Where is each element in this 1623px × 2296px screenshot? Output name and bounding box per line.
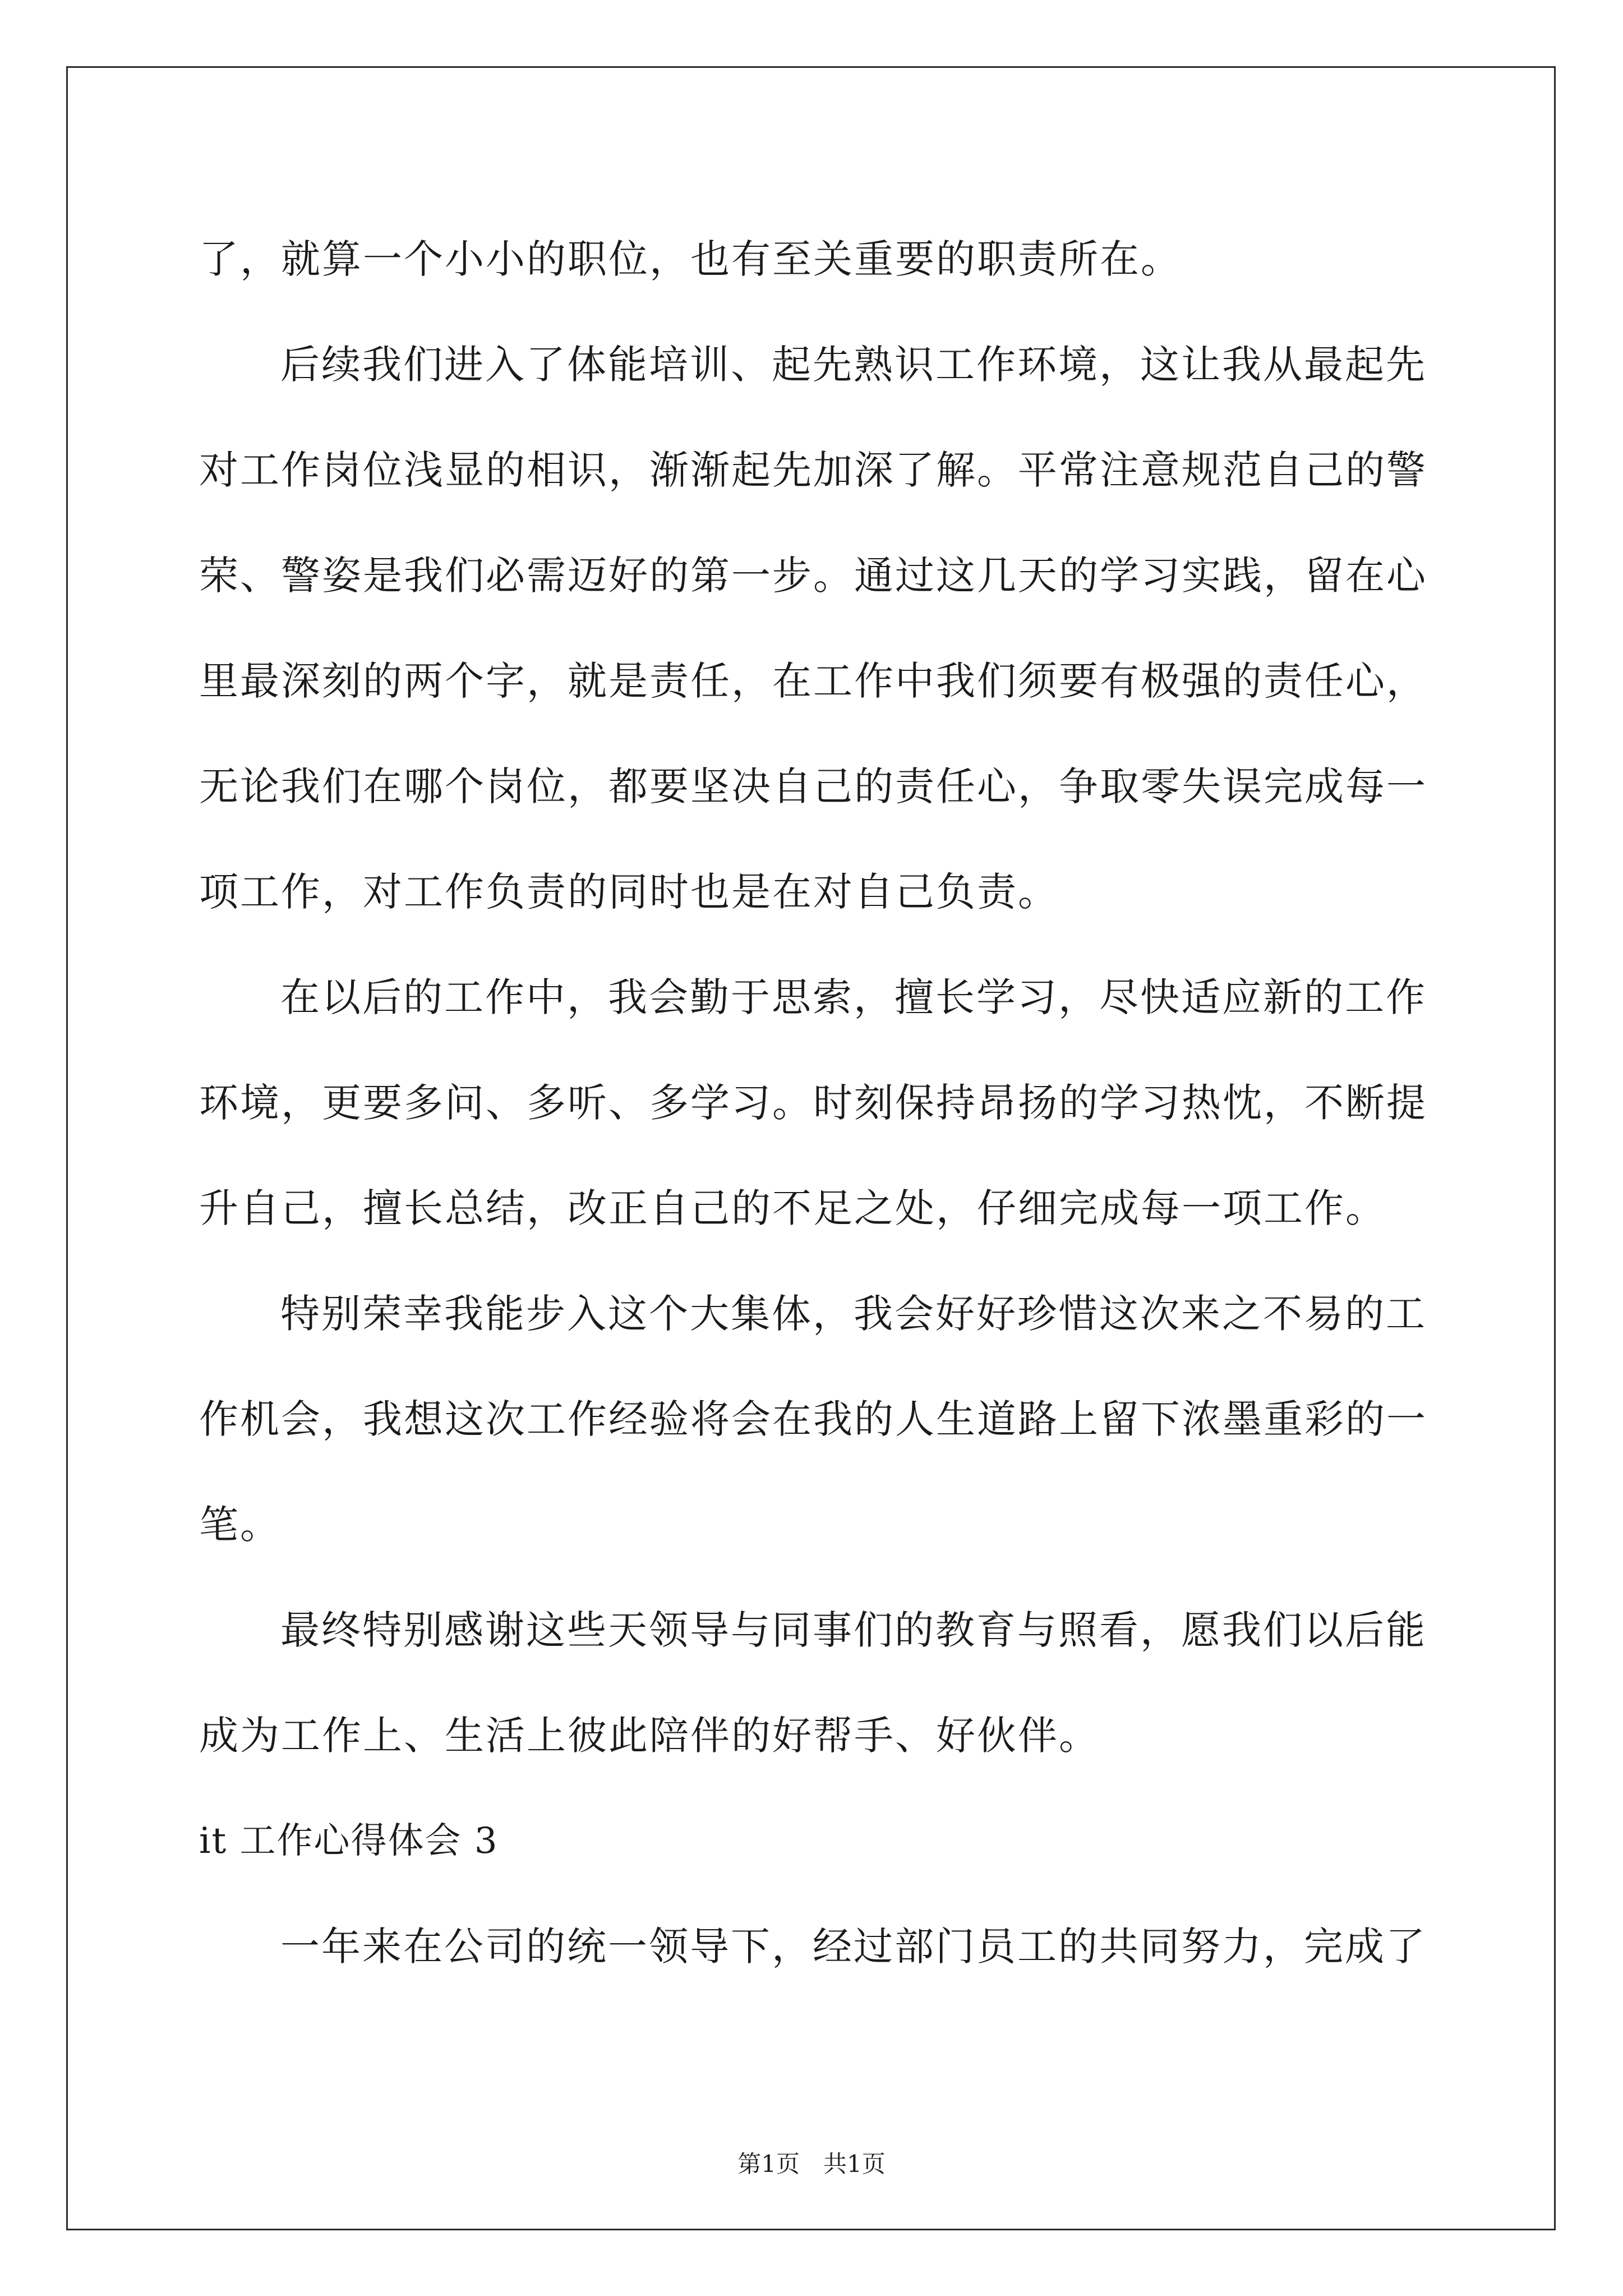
paragraph-start-line: 最终特别感谢这些天领导与同事们的教育与照看，愿我们以后能	[280, 1607, 1427, 1653]
text-line: 了，就算一个小小的职位，也有至关重要的职责所在。	[199, 236, 1182, 282]
paragraph-start-line: 后续我们进入了体能培训、起先熟识工作环境，这让我从最起先	[280, 342, 1427, 388]
paragraph-start-line: 在以后的工作中，我会勤于思索，擅长学习，尽快适应新的工作	[280, 974, 1427, 1020]
text-line: 升自己，擅长总结，改正自己的不足之处，仔细完成每一项工作。	[199, 1185, 1386, 1231]
paragraph-start-line: 一年来在公司的统一领导下，经过部门员工的共同努力，完成了	[280, 1924, 1427, 1970]
paragraph-start-line: 特别荣幸我能步入这个大集体，我会好好珍惜这次来之不易的工	[280, 1291, 1427, 1337]
section-heading: it 工作心得体会 3	[199, 1820, 499, 1862]
text-line: 荣、警姿是我们必需迈好的第一步。通过这几天的学习实践，留在心	[199, 553, 1427, 599]
document-body	[199, 206, 1430, 1999]
text-line: 项工作，对工作负责的同时也是在对自己负责。	[199, 869, 1059, 915]
text-line: 里最深刻的两个字，就是责任，在工作中我们须要有极强的责任心，	[199, 658, 1427, 704]
text-line: 成为工作上、生活上彼此陪伴的好帮手、好伙伴。	[199, 1713, 1100, 1759]
page-number-footer: 第1页 共1页	[737, 2150, 886, 2178]
text-line: 作机会，我想这次工作经验将会在我的人生道路上留下浓墨重彩的一	[199, 1396, 1427, 1442]
text-line: 笔。	[199, 1502, 281, 1548]
text-line: 无论我们在哪个岗位，都要坚决自己的责任心，争取零失误完成每一	[199, 763, 1427, 809]
text-line: 环境，更要多问、多听、多学习。时刻保持昂扬的学习热忱，不断提	[199, 1080, 1427, 1126]
text-line: 对工作岗位浅显的相识，渐渐起先加深了解。平常注意规范自己的警	[199, 447, 1427, 493]
